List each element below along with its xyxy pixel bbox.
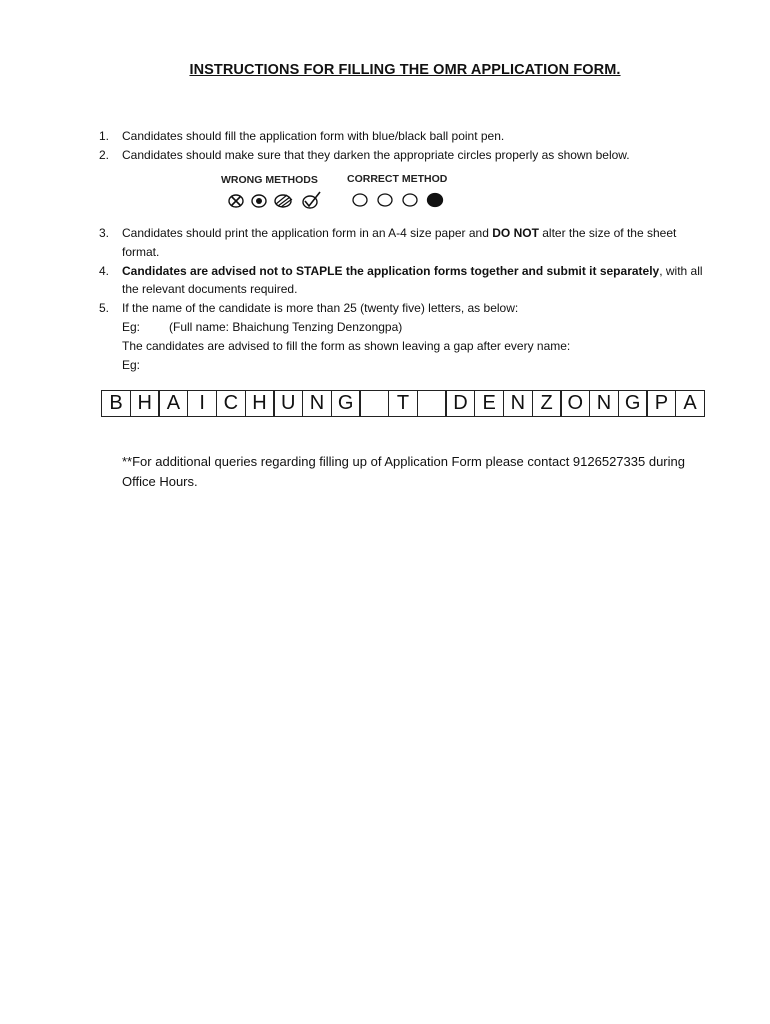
name-letter-cell: A — [675, 390, 705, 417]
contact-note: **For additional queries regarding filling up of Application Form please contact 9126527335 during Office Hours. — [122, 454, 685, 489]
item-number: 4. — [99, 264, 110, 278]
name-letter-cell: D — [445, 390, 475, 417]
item-text: If the name of the candidate is more than 25 (twenty five) letters, as below: — [122, 301, 519, 315]
empty-bubble-icon — [353, 194, 367, 206]
item-number: 3. — [99, 226, 110, 240]
wrong-methods-label: WRONG METHODS — [221, 174, 318, 186]
name-letter-cell: A — [158, 390, 188, 417]
item-text: , with all — [659, 264, 703, 278]
name-letter-cell: H — [130, 390, 160, 417]
omr-bubbles — [221, 174, 481, 214]
name-letter-cell: N — [503, 390, 533, 417]
name-letter-cell — [417, 390, 447, 417]
name-letter-cell: O — [560, 390, 590, 417]
name-letter-cell: G — [618, 390, 648, 417]
item-number: 5. — [99, 301, 110, 315]
wrong-cross-bubble-icon — [229, 195, 243, 207]
name-letter-cell: N — [302, 390, 332, 417]
correct-method-label: CORRECT METHOD — [347, 173, 448, 185]
example-label: Eg: — [122, 320, 141, 334]
wrong-dot-bubble-icon — [252, 195, 266, 207]
name-letter-cell: G — [331, 390, 361, 417]
name-letter-cell: H — [245, 390, 275, 417]
example-label-2: Eg: — [122, 358, 141, 372]
item-bold-text: DO NOT — [492, 226, 539, 240]
instruction-4-continued: the relevant documents required. — [122, 282, 298, 296]
empty-bubble-icon — [378, 194, 392, 206]
wrong-scribble-bubble-icon — [275, 195, 292, 207]
name-letter-cell: E — [474, 390, 504, 417]
wrong-tick-bubble-icon — [303, 192, 320, 208]
example-value: (Full name: Bhaichung Tenzing Denzongpa) — [169, 320, 403, 334]
omr-methods-illustration — [221, 174, 481, 214]
page-title: INSTRUCTIONS FOR FILLING THE OMR APPLICATION FORM. — [189, 62, 621, 78]
name-letter-cell: C — [216, 390, 246, 417]
instruction-3-continued: format. — [122, 245, 160, 259]
instruction-5-continued: The candidates are advised to fill the form as shown leaving a gap after every name: — [122, 339, 571, 353]
item-text: Candidates should fill the application form with blue/black ball point pen. — [122, 129, 505, 143]
empty-bubble-icon — [403, 194, 417, 206]
item-text: Candidates should make sure that they darken the appropriate circles properly as shown below. — [122, 148, 630, 162]
name-letter-cell — [359, 390, 389, 417]
item-text: Candidates should print the application form in an A-4 size paper and — [122, 226, 493, 240]
item-text: alter the size of the sheet — [538, 226, 677, 240]
name-letter-cell: B — [101, 390, 131, 417]
name-letter-cell: U — [273, 390, 303, 417]
filled-bubble-icon — [428, 194, 443, 207]
name-letter-cell: T — [388, 390, 418, 417]
item-number: 2. — [99, 148, 110, 162]
item-bold-text: Candidates are advised not to STAPLE the application forms together and submit it separately — [122, 264, 660, 278]
name-letter-cell: Z — [532, 390, 562, 417]
name-letter-cell: N — [589, 390, 619, 417]
item-number: 1. — [99, 129, 110, 143]
name-letter-cell: I — [187, 390, 217, 417]
name-letter-cell: P — [646, 390, 676, 417]
name-letter-boxes — [101, 390, 705, 417]
